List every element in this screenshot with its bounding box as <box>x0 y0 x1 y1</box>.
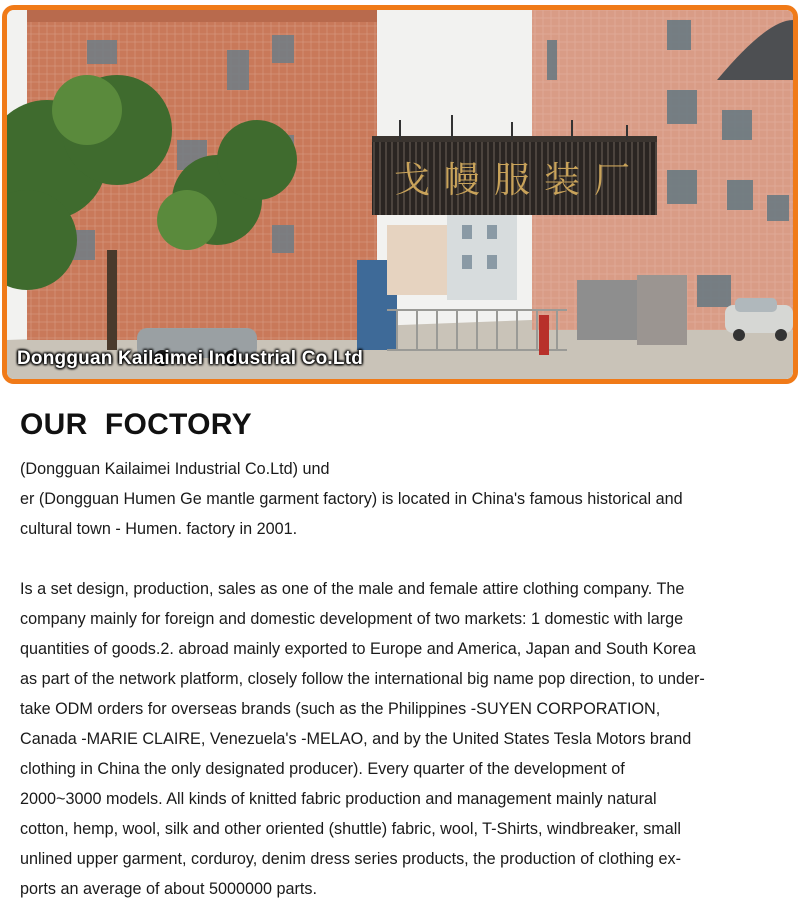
body-paragraph <box>20 574 790 904</box>
intro-paragraph <box>20 454 790 544</box>
body-line: take ODM orders for overseas brands (such as the Philippines -SUYEN CORPORATION, <box>20 700 661 718</box>
sign-glyph-4: 装 <box>543 160 581 201</box>
sign-glyph-3: 服 <box>493 160 531 201</box>
body-line: Is a set design, production, sales as one of the male and female attire clothing company. The <box>20 580 685 598</box>
page-title: OUR FOCTORY <box>20 408 252 441</box>
intro-line: er (Dongguan Humen Ge mantle garment factory) is located in China's famous historical and <box>20 490 683 508</box>
body-line: unlined upper garment, corduroy, denim dress series products, the production of clothing ex- <box>20 850 682 868</box>
body-line: 2000~3000 models. All kinds of knitted fabric production and management mainly natural <box>20 790 657 808</box>
factory-photo <box>2 5 798 384</box>
sign-glyph-1: 戈 <box>393 160 431 201</box>
body-line: as part of the network platform, closely follow the international big name pop direction, to under- <box>20 670 705 688</box>
intro-line: cultural town - Humen. factory in 2001. <box>20 520 298 538</box>
body-line: ports an average of about 5000000 parts. <box>20 880 317 898</box>
body-line: company mainly for foreign and domestic development of two markets: 1 domestic with large <box>20 610 684 628</box>
body-line: clothing in China the only designated producer). Every quarter of the development of <box>20 760 625 778</box>
body-line: Canada -MARIE CLAIRE, Venezuela's -MELAO, and by the United States Tesla Motors brand <box>20 730 692 748</box>
body-line: cotton, hemp, wool, silk and other oriented (shuttle) fabric, wool, T-Shirts, windbreaker, small <box>20 820 681 838</box>
intro-line: (Dongguan Kailaimei Industrial Co.Ltd) und <box>20 460 330 478</box>
factory-street-illustration <box>7 10 793 379</box>
body-line: quantities of goods.2. abroad mainly exported to Europe and America, Japan and South Korea <box>20 640 696 658</box>
banner-caption: Dongguan Kailaimei Industrial Co.Ltd <box>17 348 364 369</box>
sign-glyph-2: 幔 <box>443 160 481 201</box>
sign-glyph-5: 厂 <box>593 160 631 201</box>
